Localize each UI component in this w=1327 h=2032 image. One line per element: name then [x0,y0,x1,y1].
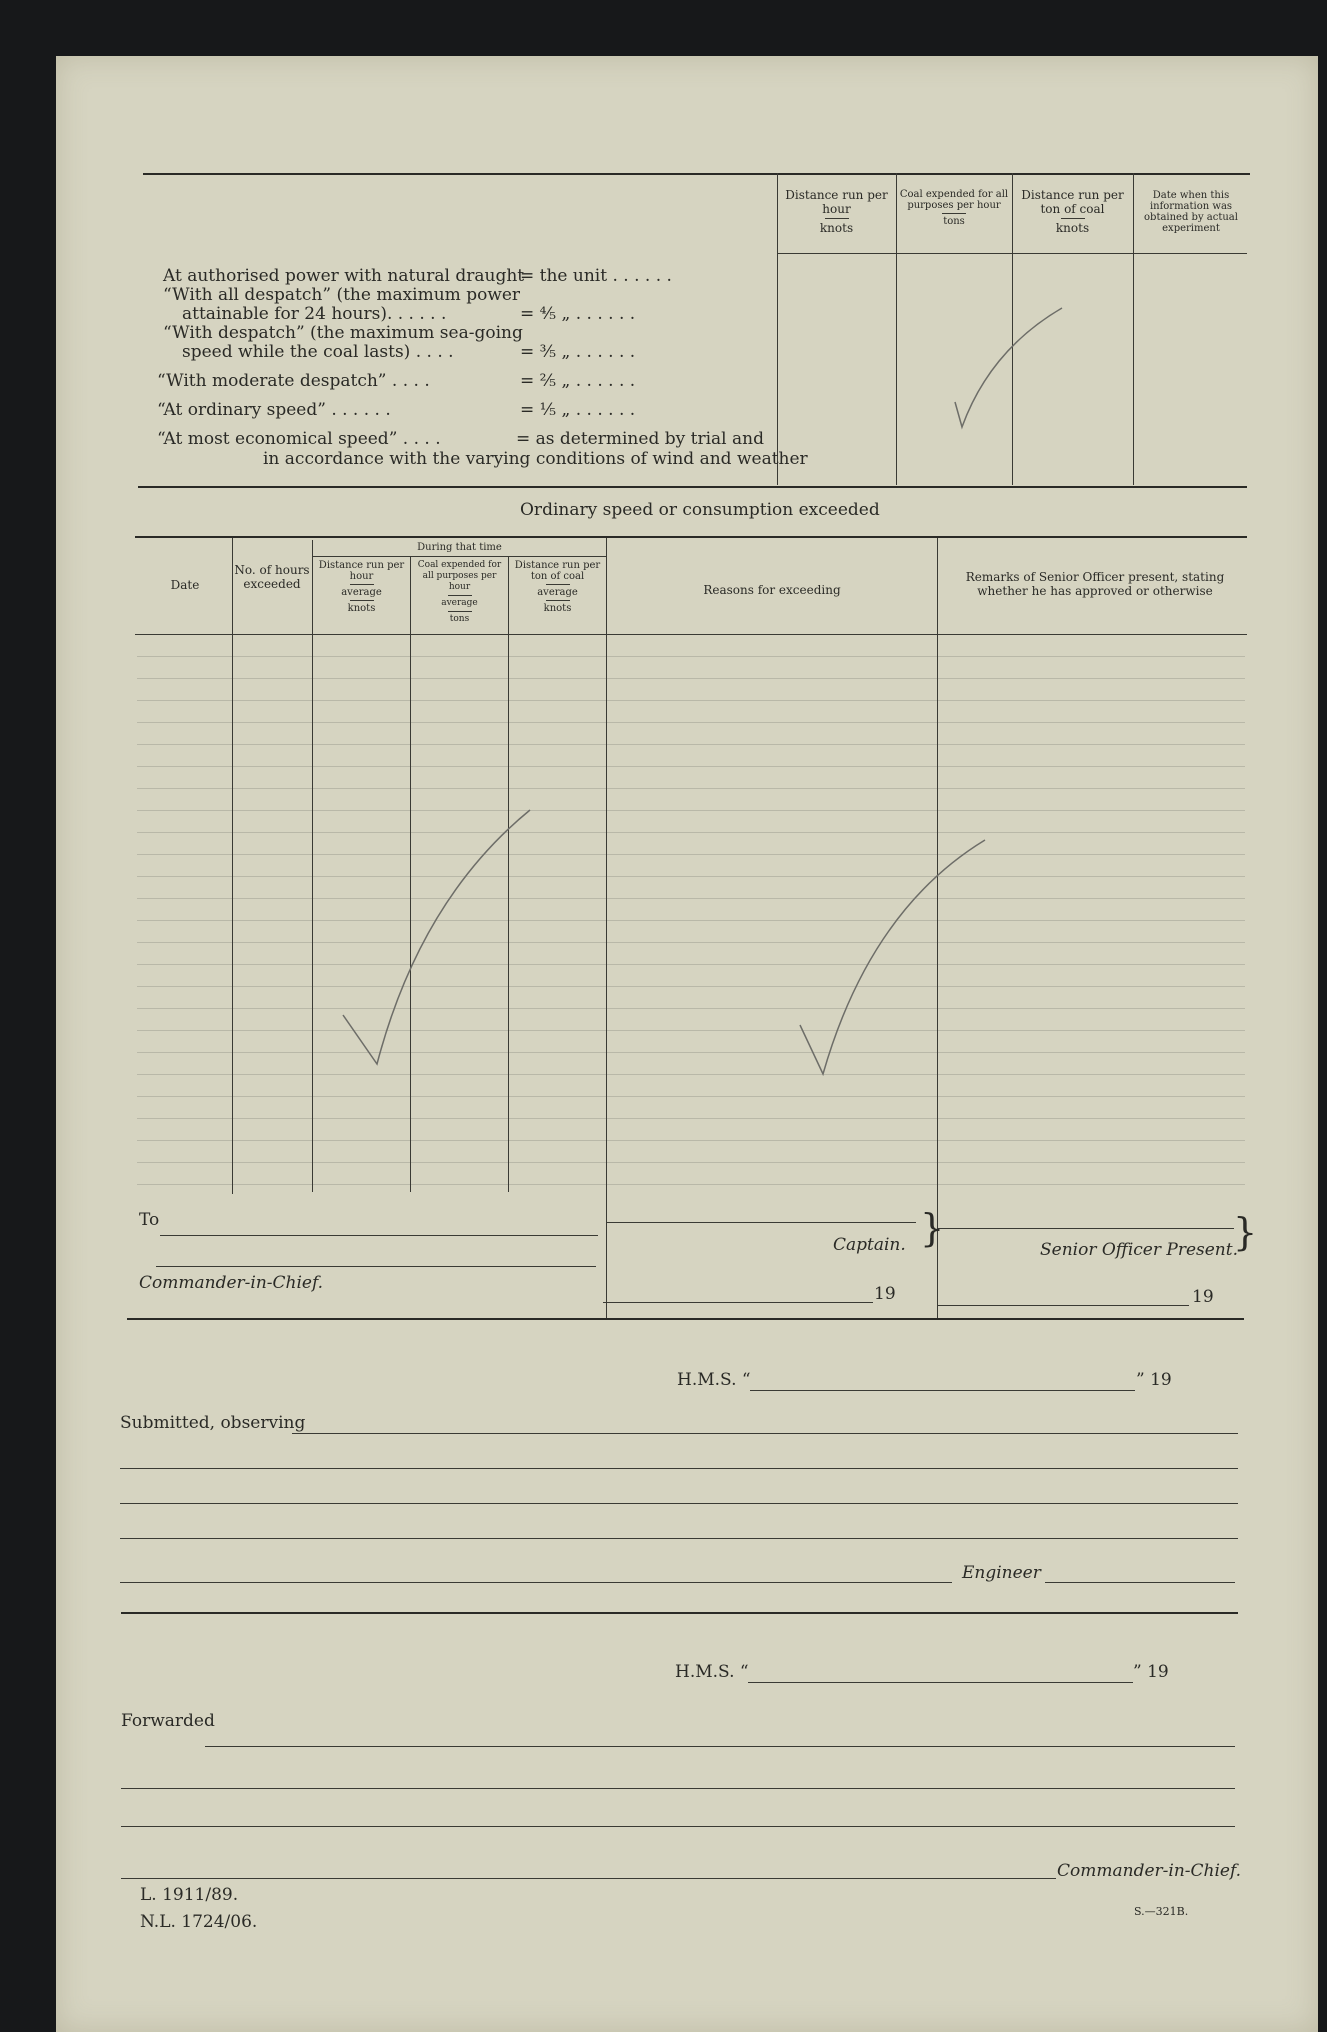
ref-number: L. 1911/89. [140,1885,239,1905]
row-value: = ²⁄₅ „ . . . . . . [520,371,636,391]
to-label: To [139,1210,160,1230]
row-label: “At ordinary speed” . . . . . . [157,400,391,420]
captain-label: Captain. [833,1235,906,1255]
captain-year: 19 [874,1284,896,1304]
cinc-label: Commander-in-Chief. [139,1273,324,1293]
row-value: = ¹⁄₅ „ . . . . . . [520,400,636,420]
brace-icon: } [920,1206,945,1250]
brace-icon: } [1233,1210,1258,1254]
row-label: speed while the coal lasts) . . . . [182,342,454,362]
header-during: During that time [417,542,502,553]
row-label: “With moderate despatch” . . . . [157,371,430,391]
submitted-label: Submitted, observing [120,1413,306,1433]
engineer-label: Engineer [962,1563,1041,1583]
checkmark-icon [343,810,530,1064]
section-title: Ordinary speed or consumption exceeded [520,500,880,520]
header-date: Date [170,578,200,592]
hms-label: H.M.S. “ [675,1662,749,1682]
hms-year: ” 19 [1133,1662,1169,1682]
row-label: “With despatch” (the maximum sea-going [163,323,523,343]
col-header-date: Date when this information was obtained by actual experiment [1144,190,1238,234]
header-sub-coal: Coal expended for all purposes per hour average tons [417,560,502,624]
checkmark-icon [955,308,1062,427]
header-hours: No. of hours exceeded [234,563,310,591]
header-remarks: Remarks of Senior Officer present, stating whether he has approved or otherwise [965,570,1225,598]
row-label: At authorised power with natural draught [163,266,525,286]
row-label: “At most economical speed” . . . . [157,429,441,449]
row-label: “With all despatch” (the maximum power [163,285,521,305]
row-label: in accordance with the varying conditions of wind and weather [263,449,808,469]
row-label: attainable for 24 hours). . . . . . [182,304,447,324]
row-value: = ³⁄₅ „ . . . . . . [520,342,636,362]
ref-number: N.L. 1724/06. [140,1912,258,1932]
row-value: = the unit . . . . . . [520,266,672,286]
forwarded-label: Forwarded [121,1711,215,1731]
hms-label: H.M.S. “ [677,1370,751,1390]
checkmark-icon [800,840,985,1074]
header-reasons: Reasons for exceeding [703,583,841,597]
senior-year: 19 [1192,1287,1214,1307]
row-value: = ⁴⁄₅ „ . . . . . . [520,304,636,324]
row-value: = as determined by trial and [516,429,764,449]
form-number: S.—321B. [1134,1905,1189,1918]
col-header-distance-per-ton: Distance run per ton of coal knots [1021,188,1124,235]
hms-year: ” 19 [1136,1370,1172,1390]
cinc-label: Commander-in-Chief. [1057,1861,1242,1881]
col-header-coal: Coal expended for all purposes per hour tons [899,189,1009,227]
header-sub-distance-per-ton: Distance run per ton of coal average knots [514,560,601,614]
col-header-distance: Distance run per hour knots [785,188,888,235]
header-sub-distance: Distance run per hour average knots [318,560,405,614]
senior-label: Senior Officer Present. [1040,1240,1238,1260]
